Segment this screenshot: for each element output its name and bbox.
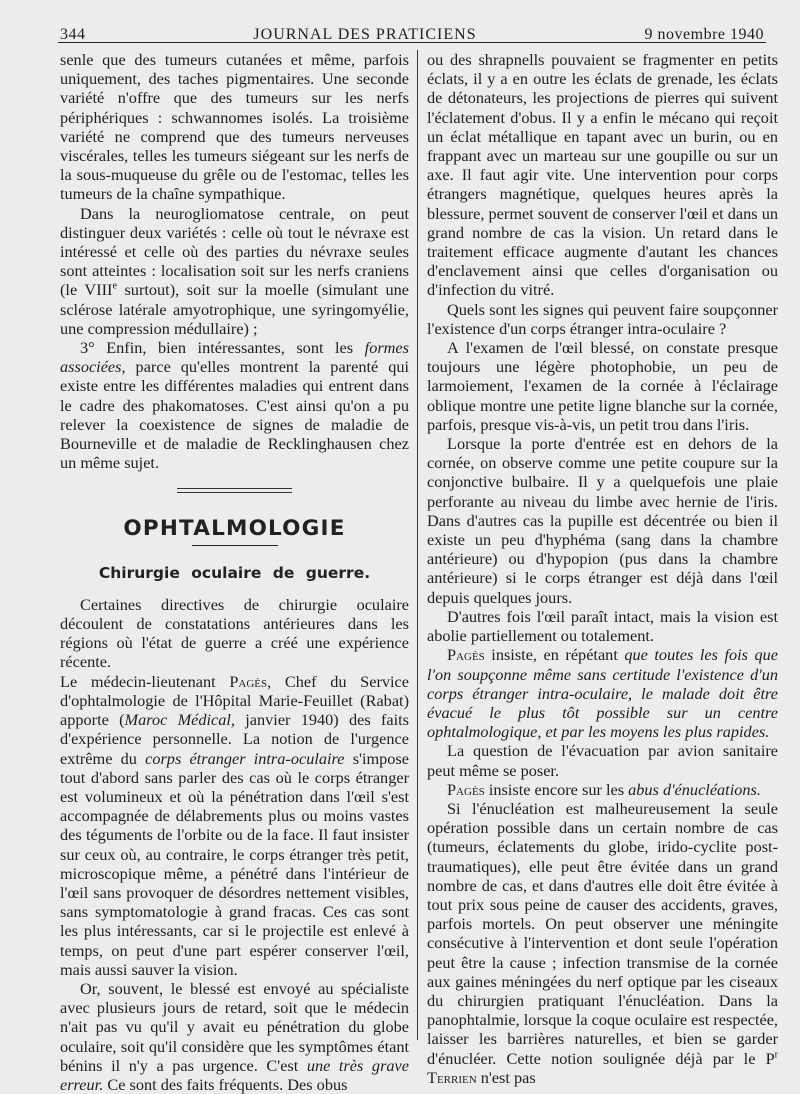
journal-title: JOURNAL DES PRATICIENS — [253, 26, 477, 43]
paragraph: Pagès insiste, en répétant que toutes les fois que l'on soupçonne même sans certitude l'existence d'un corps étranger intra-oculaire, le malade doit être évacué le plus tôt possible sur un centre ophtalmologique, et par les moyens les plus rapides. — [427, 645, 778, 742]
paragraph: A l'examen de l'œil blessé, on constate presque toujours une légère photophobie, un peu de larmoiement, l'examen de la cornée à l'éclairage oblique montre une petite ligne blanche sur la cornée, parfois, presque vis-à-vis, un petit trou dans l'iris. — [427, 338, 778, 434]
paragraph: D'autres fois l'œil paraît intact, mais la vision est abolie partiellement ou totalement. — [427, 606, 778, 646]
column-divider — [417, 50, 418, 1040]
article-subtitle: Chirurgie oculaire de guerre. — [98, 563, 371, 582]
left-column — [60, 50, 409, 1094]
section-separator — [177, 488, 292, 493]
right-column — [427, 50, 778, 1087]
paragraph: Quels sont les signes qui peuvent faire soupçonner l'existence d'un corps étranger intra-oculaire ? — [427, 299, 778, 338]
title-rule — [192, 545, 278, 546]
paragraph: 3° Enfin, bien intéressantes, sont les formes associées, parce qu'elles montrent la parenté qui existe entre les différentes maladies qui entrent dans le cadre des phakomatoses. C'est ainsi qu'on a pu relever la coexistence de signes de maladie de Bourneville et de maladie de Recklinghausen chez un même sujet. — [60, 338, 409, 473]
paragraph: Certaines directives de chirurgie oculaire découlent de constatations antérieures dans les régions où l'état de guerre a créé une expérience récente. — [60, 594, 409, 672]
issue-date: 9 novembre 1940 — [644, 26, 764, 43]
page-header — [60, 14, 764, 44]
paragraph: Or, souvent, le blessé est envoyé au spécialiste avec plusieurs jours de retard, soit que le médecin n'ait pas vu qu'il y avait eu pénétration du globe oculaire, soit qu'il considère que les symptômes étant bénins il n'y a pas urgence. C'est une très grave erreur. Ce sont des faits fréquents. Des obus — [60, 978, 409, 1094]
section-title: OPHTALMOLOGIE — [123, 516, 346, 542]
paragraph: Pagès insiste encore sur les abus d'énucléations. — [447, 779, 761, 799]
paragraph: La question de l'évacuation par avion sanitaire peut même se poser. — [427, 741, 778, 780]
paragraph: Si l'énucléation est malheureusement la seule opération possible dans un certain nombre de cas (tumeurs, éclatements du globe, irido-cyclite post-traumatiques), elle peut être évitée dans un grand nombre de cas, et dans d'autres elle doit être évitée à tout prix sous peine de causer des accidents, graves, parfois mortels. On peut observer une méningite consécutive à l'intervention et dont seule l'opération peut être la cause ; infection transmise de la cornée aux gaines méningées du nerf optique par les ciseaux du chirurgien pratiquant l'énucléation. Dans la panophtalmie, lorsque la coque oculaire est respectée, laisser les barrières naturelles, et bien se garder d'énucléer. Cette notion soulignée déjà par le $P^r$ Terrien n'est pas — [427, 798, 778, 1087]
paragraph: Dans la neurogliomatose centrale, on peut distinguer deux variétés : celle où tout le névraxe est intéressé et celle où des parties du névraxe seules sont atteintes : localisation soit sur les nerfs craniens (le VIIIe surtout), soit sur la moelle (simulant une sclérose latérale amyotrophique, une syringomyélie, une compression médullaire) ; — [60, 203, 409, 338]
paragraph: senle que des tumeurs cutanées et même, parfois uniquement, des taches pigmentaires. Une seconde variété n'offre que des tumeurs sur les nerfs périphériques : schwannomes isolés. La troisième variété ne comprend que des tumeurs nerveuses viscérales, telles les tumeurs siégeant sur les nerfs de la sous-muqueuse du grêle ou de l'estomac, telles les tumeurs de la chaîne sympathique. — [60, 50, 409, 204]
page-number: 344 — [60, 26, 86, 43]
paragraph: Lorsque la porte d'entrée est en dehors de la cornée, on observe comme une petite coupure sur la conjonctive bulbaire. Il y a quelquefois une plaie perforante au niveau du limbe avec hernie de l'iris. Dans d'autres cas la pupille est décentrée ou bien il existe un peu d'hyphéma (sang dans la chambre antérieure) ou d'hypopion (pus dans la chambre antérieure) si le corps étranger est déjà dans l'œil depuis quelques jours. — [427, 434, 778, 607]
header-rule — [58, 42, 766, 43]
paragraph: ou des shrapnells pouvaient se fragmenter en petits éclats, il y a en outre les éclats de grenade, les éclats de détonateurs, les projections de pierres qui suivent l'éclatement d'obus. Il y a enfin le mécano qui reçoit un éclat métallique en tapant avec un burin, ou en frappant avec un marteau sur une goupille ou sur un axe. Il faut agir vite. Une intervention pour corps étrangers magnétique, quelques heures après la blessure, permet souvent de conserver l'œil et dans un grand nombre de cas la vision. Un retard dans le traitement efficace augmente d'autant les chances d'enclavement ainsi que celles d'organisation ou d'infection du vitré. — [427, 50, 778, 300]
paragraph: Le médecin-lieutenant Pagès, Chef du Service d'ophtalmologie de l'Hôpital Marie-Feuillet (Rabat) apporte (Maroc Médical, janvier 1940) des faits d'expérience personnelle. La notion de l'urgence extrême du corps étranger intra-oculaire s'impose tout d'abord sans parler des cas où le corps étranger est volumineux et où la pénétration dans l'œil s'est accompagnée de délabrements plus ou moins vastes des téguments de l'orbite ou de la face. Il faut insister sur ceux où, au contraire, le corps étranger très petit, microscopique même, a pénétré dans l'intérieur de l'œil sans provoquer de désordres nettement visibles, sans symptomatologie à grand fracas. Ces cas sont les plus intéressants, car si le projectile est enlevé à temps, on peut d'une part espérer conserver l'œil, mais aussi sauver la vision. — [60, 671, 410, 979]
